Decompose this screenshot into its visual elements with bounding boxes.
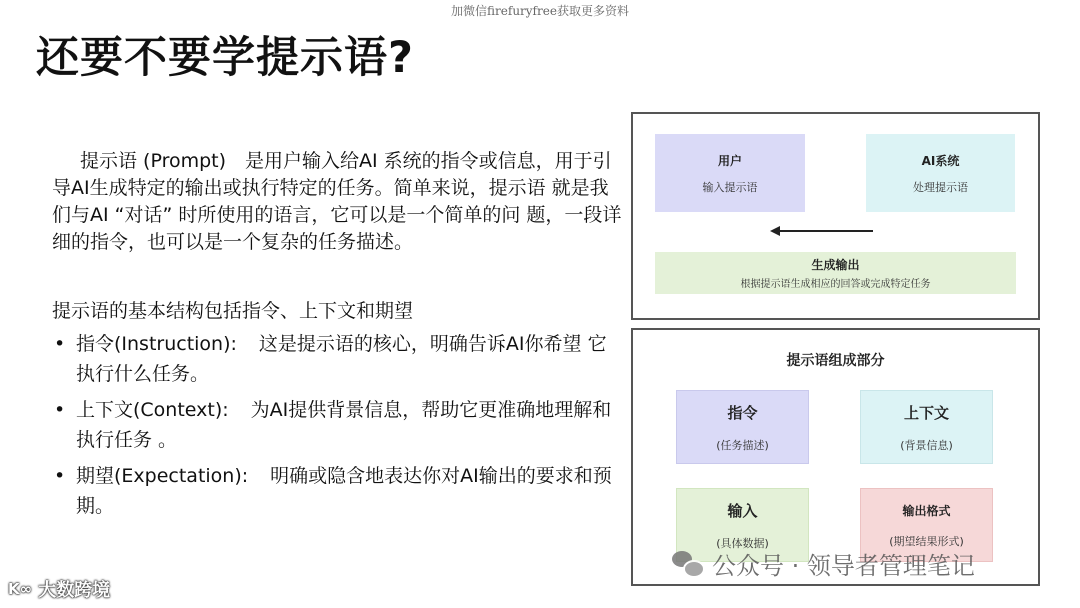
- component-title: 上下文: [903, 403, 949, 422]
- brand-logo-icon: K∞: [8, 580, 33, 598]
- brand-name: 大数跨境: [38, 580, 111, 601]
- arrow-left-icon: [778, 230, 873, 232]
- ai-box-subtitle: 处理提示语: [913, 180, 968, 194]
- bullet-term: 上下文(Context):: [76, 399, 229, 421]
- component-context-box: [860, 390, 993, 464]
- bullet-dot-icon: •: [54, 399, 66, 421]
- text-column: [52, 148, 622, 527]
- wechat-account-watermark: [672, 546, 975, 581]
- bullet-dot-icon: •: [54, 465, 66, 487]
- output-box: [655, 252, 1016, 294]
- bullet-context: [52, 395, 622, 455]
- output-box-subtitle: 根据提示语生成相应的回答或完成特定任务: [740, 279, 931, 290]
- structure-bullet-list: [52, 329, 622, 521]
- bullet-expectation: [52, 461, 622, 521]
- component-subtitle: (任务描述): [716, 438, 769, 452]
- component-instruction-box: [676, 390, 809, 464]
- bullet-desc: 为AI提供背景信息，帮助它更准确地理解和执行任务 。: [76, 399, 612, 451]
- component-title: 输入: [727, 501, 758, 520]
- slide-title: 还要不要学提示语?: [36, 33, 414, 83]
- flow-diagram-panel: [631, 112, 1040, 320]
- component-title: 指令: [727, 403, 758, 422]
- component-subtitle: (期望结果形式): [889, 534, 964, 548]
- wechat-icon: [672, 551, 704, 577]
- structure-heading: 提示语的基本结构包括指令、上下文和期望: [52, 300, 414, 322]
- bullet-term: 指令(Instruction):: [76, 333, 237, 355]
- bullet-desc: 这是提示语的核心，明确告诉AI你希望 它执行什么任务。: [76, 333, 607, 385]
- bullet-instruction: [52, 329, 622, 389]
- output-box-title: 生成输出: [811, 258, 860, 272]
- ai-box-title: AI系统: [921, 153, 960, 168]
- component-subtitle: (背景信息): [900, 438, 953, 452]
- top-watermark-note: 加微信firefuryfree获取更多资料: [451, 4, 629, 18]
- ai-system-box: [866, 134, 1015, 212]
- corner-logo-watermark: [8, 576, 110, 602]
- user-box-title: 用户: [717, 153, 742, 168]
- bullet-desc: 明确或隐含地表达你对AI输出的要求和预期。: [76, 465, 612, 517]
- bullet-term: 期望(Expectation):: [76, 465, 249, 487]
- intro-paragraph: 提示语 (Prompt) 是用户输入给AI 系统的指令或信息，用于引导AI生成特定的输出或执行特定的任务。简单来说，提示语 就是我们与AI “对话” 时所使用的语言，它可以是一个简单的问 题，一段详细的指令，也可以是一个复杂的任务描述。: [52, 150, 622, 253]
- component-subtitle: (具体数据): [716, 536, 769, 550]
- components-title: 提示语组成部分: [786, 353, 885, 369]
- user-box: [655, 134, 805, 212]
- component-title: 输出格式: [902, 503, 951, 518]
- user-box-subtitle: 输入提示语: [702, 180, 758, 194]
- bullet-dot-icon: •: [54, 333, 66, 355]
- watermark-text: 公众号 · 领导者管理笔记: [712, 552, 975, 580]
